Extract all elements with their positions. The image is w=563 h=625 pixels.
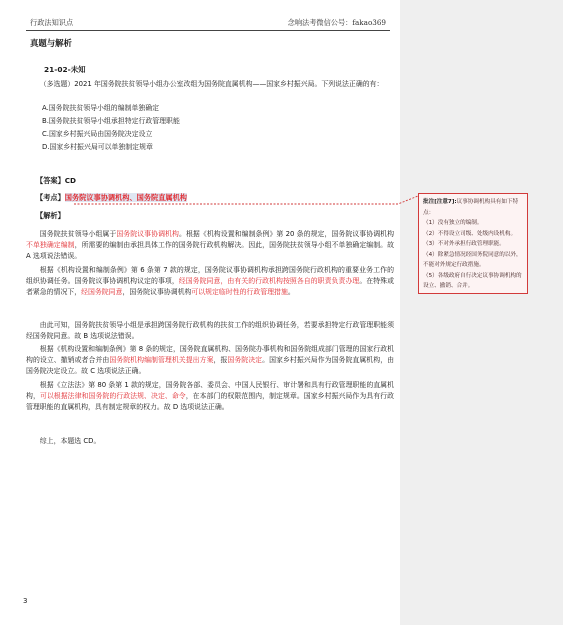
- p5-highlight-a: 可以根据法律和国务院的行政法规、决定、命令: [39, 392, 186, 401]
- page-number: 3: [23, 597, 28, 605]
- header-left: 行政法知识点: [30, 18, 74, 27]
- p4-highlight-a: 国务院机构编制管理机关提出方案: [109, 356, 214, 365]
- kaodian-value: 国务院议事协调机构、国务院直属机构: [64, 193, 187, 202]
- kaodian-line: [36, 193, 187, 203]
- comment-line-3: （2）不得设立司级、处级内设机构。: [423, 230, 517, 237]
- comment-line-6: （5）各级政府自行决定议事协调机构的设立、撤销、合并。: [423, 272, 522, 289]
- question-number: 21-02-未知: [44, 65, 86, 74]
- comment-line-1: 议事协调机构具有如下特点：: [423, 199, 519, 216]
- comment-title: 批注[注意7]:: [423, 199, 457, 205]
- p2-text-b: 。在特殊或者紧急的情况下，: [26, 277, 395, 297]
- p2-highlight-a: 经国务院同意，由有关的行政机构按照各自的职责负责办理: [178, 277, 360, 286]
- p2-text-c: ，国务院议事协调机构: [122, 288, 192, 297]
- question-stem: （多选题）2021 年国务院扶贫领导小组办公室改组为国务院直属机构——国家乡村振兴局。下列说法正确的有：: [39, 80, 384, 88]
- analysis-label: 【解析】: [36, 211, 65, 220]
- comment-gutter: [400, 0, 563, 625]
- option-b: B.国务院扶贫领导小组承担特定行政管理职能: [42, 117, 180, 125]
- p1-highlight-b: 不单独确定编制: [26, 241, 75, 250]
- answer-line: [36, 176, 76, 186]
- p1-text-b: 。根据《机构设置和编制条例》第 20 条的规定，国务院议事协调机构: [178, 230, 395, 238]
- analysis-paragraph-4: [26, 344, 394, 378]
- p2-text-d: 。: [287, 288, 295, 297]
- analysis-paragraph-6: 综上，本题选 CD。: [39, 437, 101, 445]
- p2-highlight-c: 可以规定临时性的行政管理措施: [191, 288, 288, 297]
- p4-highlight-b: 国务院决定: [227, 356, 263, 365]
- option-a: A.国务院扶贫领导小组的编制单独确定: [42, 104, 160, 112]
- p2-highlight-b: 经国务院同意: [81, 288, 123, 297]
- analysis-paragraph-5: [26, 380, 394, 414]
- section-title: 真题与解析: [30, 38, 72, 48]
- header-right: 念响法考微信公号：fakao369: [287, 18, 386, 27]
- analysis-paragraph-2: [26, 265, 394, 299]
- option-c: C.国家乡村振兴局由国务院决定设立: [42, 130, 153, 138]
- p4-text-a: 根据《机构设置和编制条例》第 8 条的规定，国务院直属机构、国务院办事机构和国务院组成部门管理的国家行政机构的设立、撤销或者合并由: [26, 345, 394, 365]
- p4-text-c: 。国家乡村振兴局作为国务院直属机构，由国务院决定设立。故 C 选项说法正确。: [26, 356, 395, 376]
- analysis-paragraph-1: [26, 229, 394, 263]
- p2-text-a: 根据《机构设置和编制条例》第 6 条第 7 款的规定，国务院议事协调机构承担跨国务院行政机构的重要业务工作的组织协调任务。国务院议事协调机构议定的事项，: [26, 266, 394, 286]
- option-d: D.国家乡村振兴局可以单独制定规章: [42, 143, 153, 151]
- analysis-paragraph-3: 由此可知，国务院扶贫领导小组是承担跨国务院行政机构的扶贫工作的组织协调任务，若要承担特定行政管理职能须经国务院同意。故 B 选项说法错误。: [26, 321, 394, 341]
- answer-value: CD: [64, 176, 77, 185]
- comment-line-5: （4）除紧急情况经国务院同意的以外，不能对外规定行政措施。: [423, 251, 522, 268]
- comment-line-2: （1）没有独立的编制。: [423, 220, 483, 226]
- answer-label: 【答案】: [36, 176, 65, 185]
- p4-text-b: ，报: [213, 356, 228, 365]
- p1-text-a: 国务院扶贫领导小组属于: [39, 230, 117, 238]
- kaodian-label: 【考点】: [36, 193, 65, 202]
- p1-highlight-a: 国务院议事协调机构: [116, 230, 179, 238]
- p1-text-c: ，所需要的编制由承担具体工作的国务院行政机构解决。因此，国务院扶贫领导小组不单独确定编制。故 A 选项说法错误。: [26, 241, 395, 261]
- comment-box[interactable]: [418, 193, 528, 294]
- page-header: [26, 16, 390, 31]
- p5-text-a: 根据《立法法》第 80 条第 1 款的规定，国务院各部、委员会、中国人民银行、审计署和具有行政管理职能的直属机构，: [26, 381, 394, 401]
- p5-text-b: ，在本部门的权限范围内，制定规章。国家乡村振兴局作为具有行政管理职能的直属机构，具有制定规章的权力。故 D 选项说法正确。: [26, 392, 395, 412]
- comment-line-4: （3）不对外承担行政管理职能。: [423, 241, 505, 247]
